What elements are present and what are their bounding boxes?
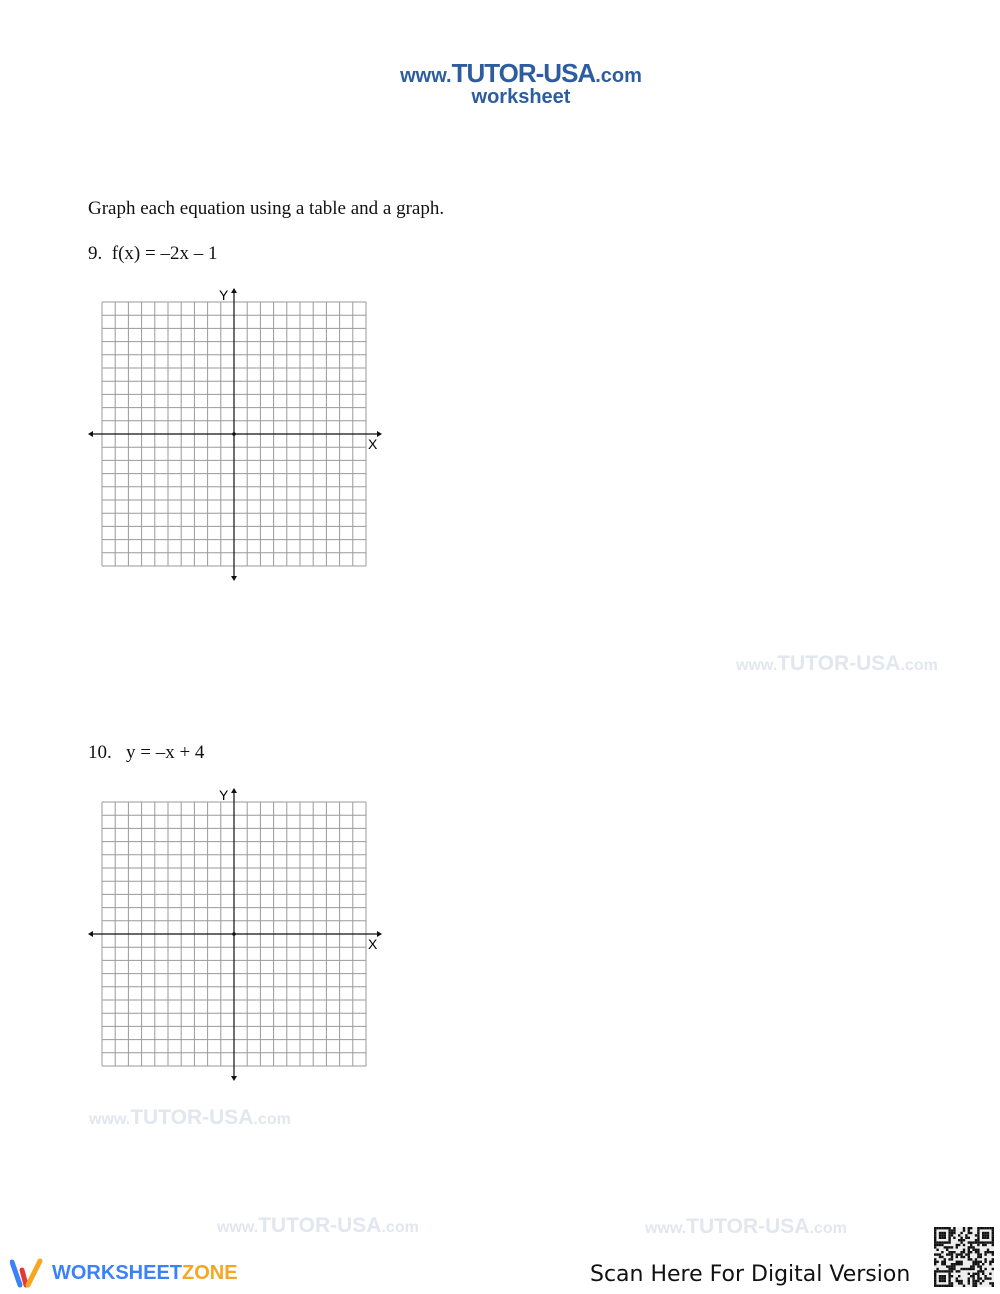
watermark: www.TUTOR-USA.com [89, 1106, 291, 1129]
coordinate-grid-9[interactable] [85, 285, 385, 585]
origin-point [232, 932, 236, 936]
y-axis-label: Y [219, 787, 229, 803]
problem-10-equation: y = –x + 4 [126, 742, 205, 763]
watermark: www.TUTOR-USA.com [645, 1215, 847, 1238]
y-axis-label: Y [219, 287, 229, 303]
arrow-right-icon [377, 931, 382, 937]
origin-point [232, 432, 236, 436]
x-axis-label: X [368, 936, 378, 952]
problem-9-equation: f(x) = –2x – 1 [111, 243, 218, 264]
problem-9-label: 9. f(x) = –2x – 1 [88, 243, 218, 264]
instructions: Graph each equation using a table and a graph. [88, 198, 445, 219]
x-axis-label: X [368, 436, 378, 452]
arrow-up-icon [231, 788, 237, 793]
logo-brand: TUTOR-USA [451, 58, 596, 88]
arrow-down-icon [231, 576, 237, 581]
coordinate-grid-10[interactable] [85, 785, 385, 1085]
arrow-down-icon [231, 1076, 237, 1081]
logo-suffix: .com [595, 65, 642, 87]
watermark: www.TUTOR-USA.com [217, 1214, 419, 1237]
problem-10-label: 10. y = –x + 4 [88, 742, 205, 763]
brand-worksheet: WORKSHEET [52, 1261, 182, 1284]
scan-text: Scan Here For Digital Version [590, 1262, 911, 1287]
brand-zone: ZONE [182, 1261, 238, 1284]
worksheet-zone-icon [10, 1258, 48, 1288]
watermark: www.TUTOR-USA.com [736, 652, 938, 675]
arrow-up-icon [231, 288, 237, 293]
tutor-usa-logo [0, 60, 1000, 107]
logo-prefix: www. [400, 65, 452, 87]
arrow-right-icon [377, 431, 382, 437]
qr-code[interactable] [934, 1227, 994, 1287]
arrow-left-icon [88, 431, 93, 437]
arrow-left-icon [88, 931, 93, 937]
worksheet-zone-logo [10, 1258, 238, 1288]
logo-subtitle: worksheet [471, 86, 571, 108]
